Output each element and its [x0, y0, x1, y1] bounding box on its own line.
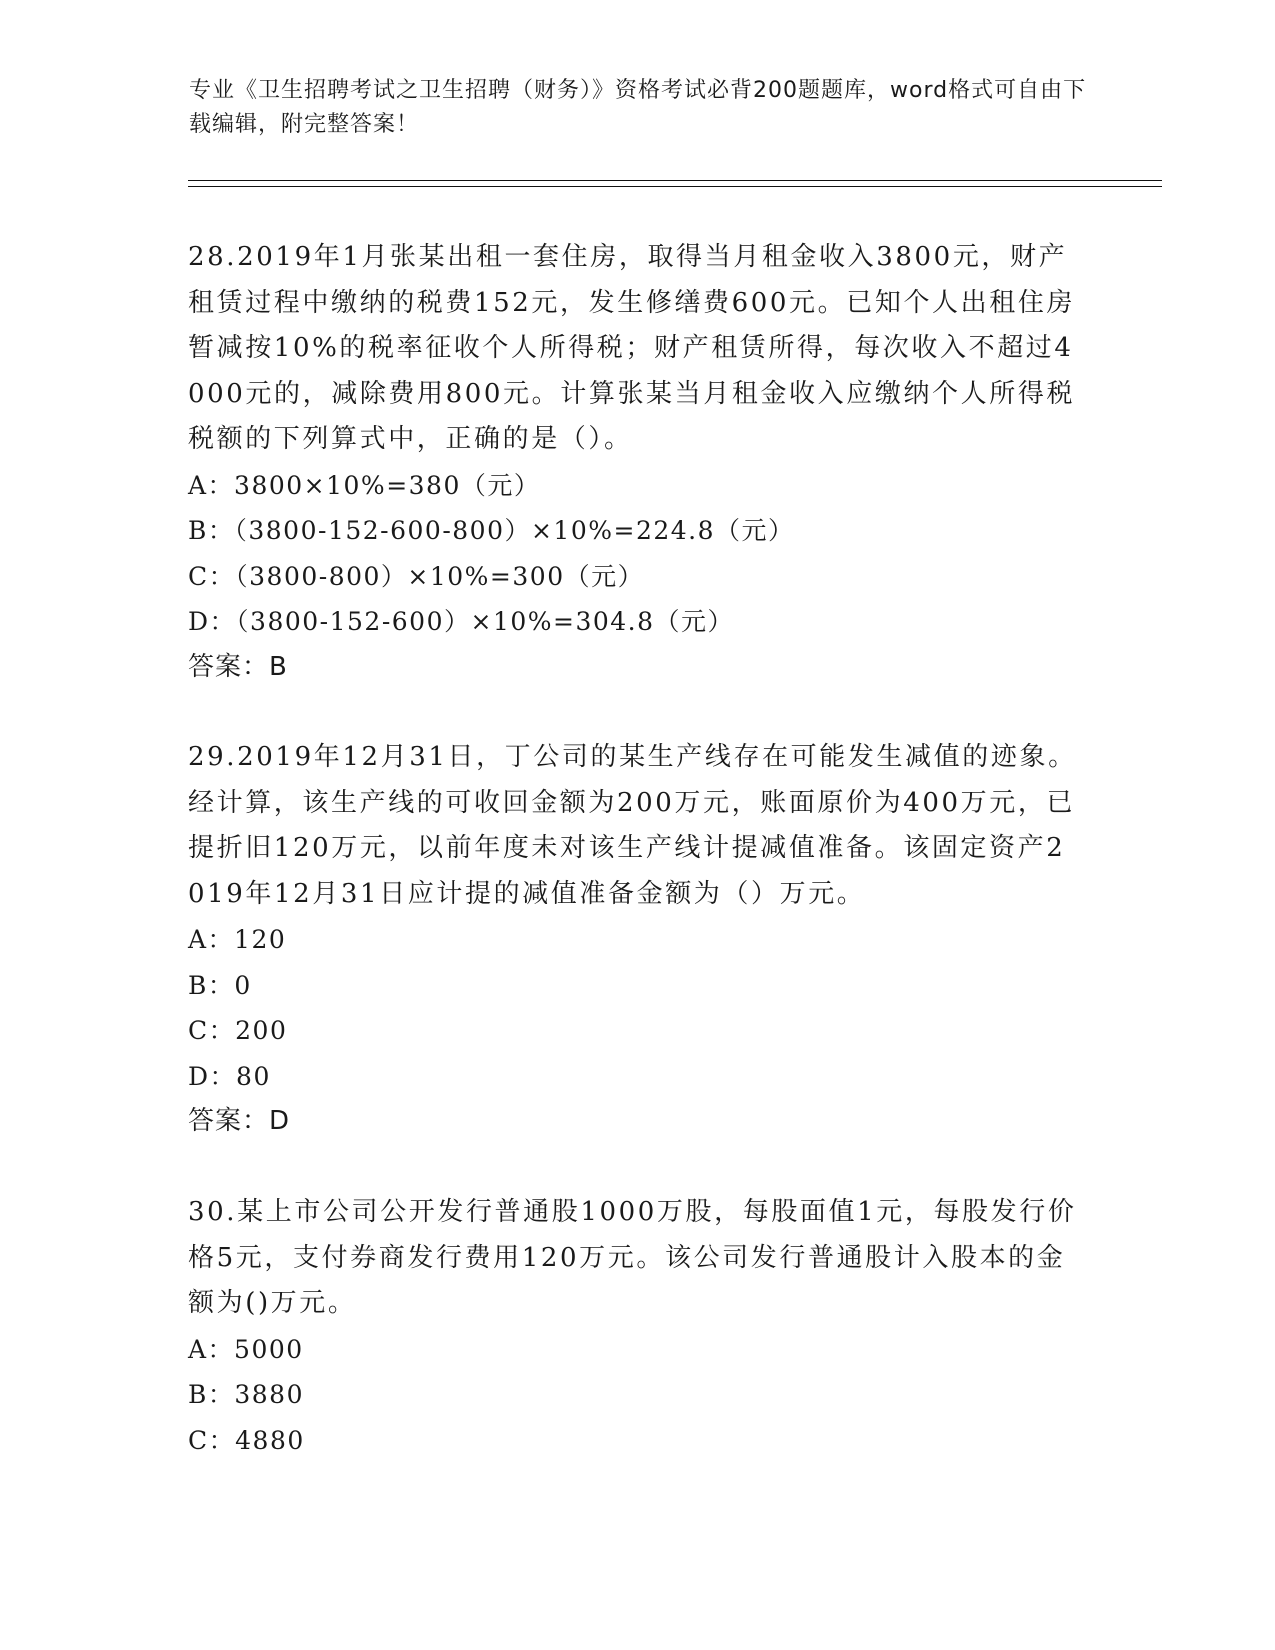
- option-a: A：120: [188, 925, 287, 954]
- option-c: C：4880: [188, 1425, 305, 1455]
- option-d: D：（3800-152-600）×10%=304.8（元）: [188, 607, 735, 636]
- option-c: C：200: [188, 1016, 288, 1045]
- option-d: D：80: [188, 1061, 271, 1091]
- option-b: B：（3800-152-600-800）×10%=224.8（元）: [188, 516, 795, 545]
- question-stem: 30.某上市公司公开发行普通股1000万股，每股面值1元，每股发行价格5元，支付券商发行费用120万元。该公司发行普通股计入股本的金额为()万元。: [188, 1197, 1077, 1318]
- option-c: C：（3800-800）×10%=300（元）: [188, 561, 645, 591]
- header-divider-bottom: [188, 186, 1162, 187]
- question-stem: 29.2019年12月31日，丁公司的某生产线存在可能发生减值的迹象。经计算，该生产线的可收回金额为200万元，账面原价为400万元，已提折旧120万元，以前年度未对该生产线计提减值准备。该固定资产2019年12月31日应计提的减值准备金额为（）万元。: [188, 742, 1077, 909]
- question-28: [188, 235, 1078, 690]
- question-30: [188, 1190, 1078, 1463]
- option-b: B：0: [188, 970, 252, 1000]
- option-a: A：3800×10%=380（元）: [188, 470, 541, 500]
- question-stem: 28.2019年1月张某出租一套住房，取得当月租金收入3800元，财产租赁过程中缴纳的税费152元，发生修缮费600元。已知个人出租住房暂减按10%的税率征收个人所得税；财产租赁所得，每次收入不超过4000元的，减除费用800元。计算张某当月租金收入应缴纳个人所得税税额的下列算式中，正确的是（）。: [188, 242, 1076, 454]
- answer-line: 答案：D: [188, 1106, 291, 1136]
- document-header: 专业《卫生招聘考试之卫生招聘（财务）》资格考试必背200题题库，word格式可自由下载编辑，附完整答案！: [189, 78, 1087, 137]
- header-divider-top: [188, 180, 1162, 181]
- option-a: A：5000: [188, 1334, 304, 1364]
- question-29: [188, 735, 1078, 1145]
- answer-line: 答案：B: [188, 651, 288, 682]
- option-b: B：3880: [188, 1380, 304, 1409]
